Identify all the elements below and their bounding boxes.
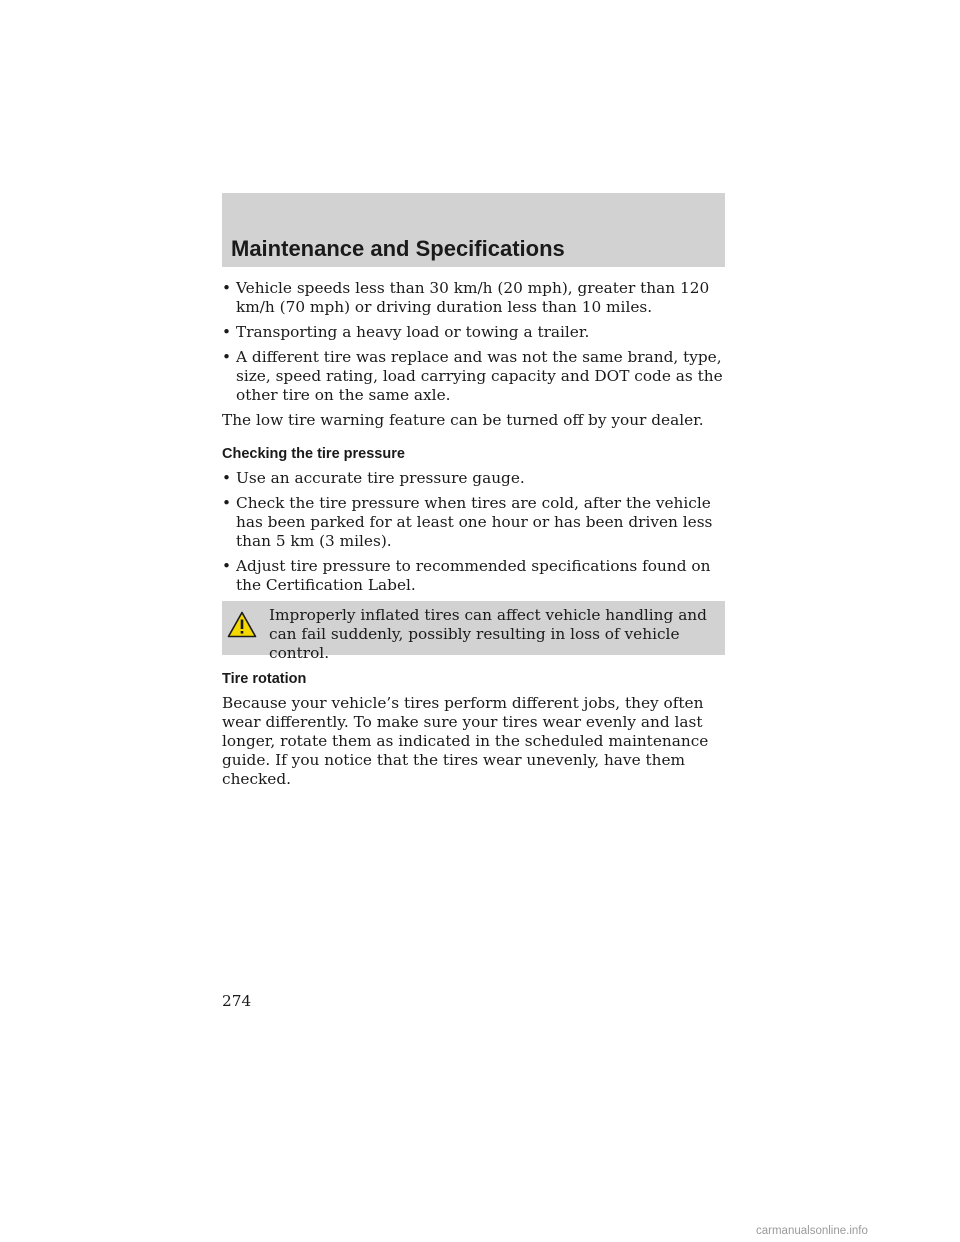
tire-rotation-heading: Tire rotation [222, 671, 307, 687]
list-item-text: Transporting a heavy load or towing a trailer. [236, 323, 590, 341]
checking-pressure-heading: Checking the tire pressure [222, 446, 405, 462]
list-item-text: Use an accurate tire pressure gauge. [236, 469, 525, 487]
page-content [222, 279, 725, 797]
bullet-marker: • [222, 323, 232, 341]
condition-list [222, 279, 725, 405]
list-item [222, 279, 725, 317]
list-item [222, 469, 725, 488]
tire-rotation-paragraph: Because your vehicle’s tires perform different jobs, they often wear differently. To make sure your tires wear evenly and last longer, rotate them as indicated in the scheduled maintenance guide. If you notice that the tires wear unevenly, have them checked. [222, 694, 709, 788]
low-tire-paragraph: The low tire warning feature can be turned off by your dealer. [222, 411, 704, 429]
page-title: Maintenance and Specifications [231, 236, 565, 261]
list-item-text: Adjust tire pressure to recommended specifications found on the Certification Label. [236, 557, 711, 594]
warning-triangle-icon [227, 611, 257, 638]
warning-text: Improperly inflated tires can affect vehicle handling and can fail suddenly, possibly resulting in loss of vehicle control. [269, 606, 707, 662]
list-item-text: Vehicle speeds less than 30 km/h (20 mph), greater than 120 km/h (70 mph) or driving duration less than 10 miles. [236, 279, 710, 316]
bullet-marker: • [222, 469, 232, 487]
list-item [222, 494, 725, 551]
list-item [222, 348, 725, 405]
list-item-text: A different tire was replace and was not the same brand, type, size, speed rating, load carrying capacity and DOT code as the other tire on the same axle. [236, 348, 723, 404]
list-item [222, 323, 725, 342]
bullet-marker: • [222, 494, 232, 512]
bullet-marker: • [222, 279, 232, 297]
warning-box [222, 601, 725, 662]
watermark: carmanualsonline.info [756, 1225, 868, 1237]
bullet-marker: • [222, 348, 232, 366]
list-item [222, 557, 725, 595]
page-number: 274 [222, 992, 252, 1010]
bullet-marker: • [222, 557, 232, 575]
list-item-text: Check the tire pressure when tires are cold, after the vehicle has been parked for at least one hour or has been driven less than 5 km (3 miles). [236, 494, 713, 550]
checking-pressure-list [222, 469, 725, 595]
